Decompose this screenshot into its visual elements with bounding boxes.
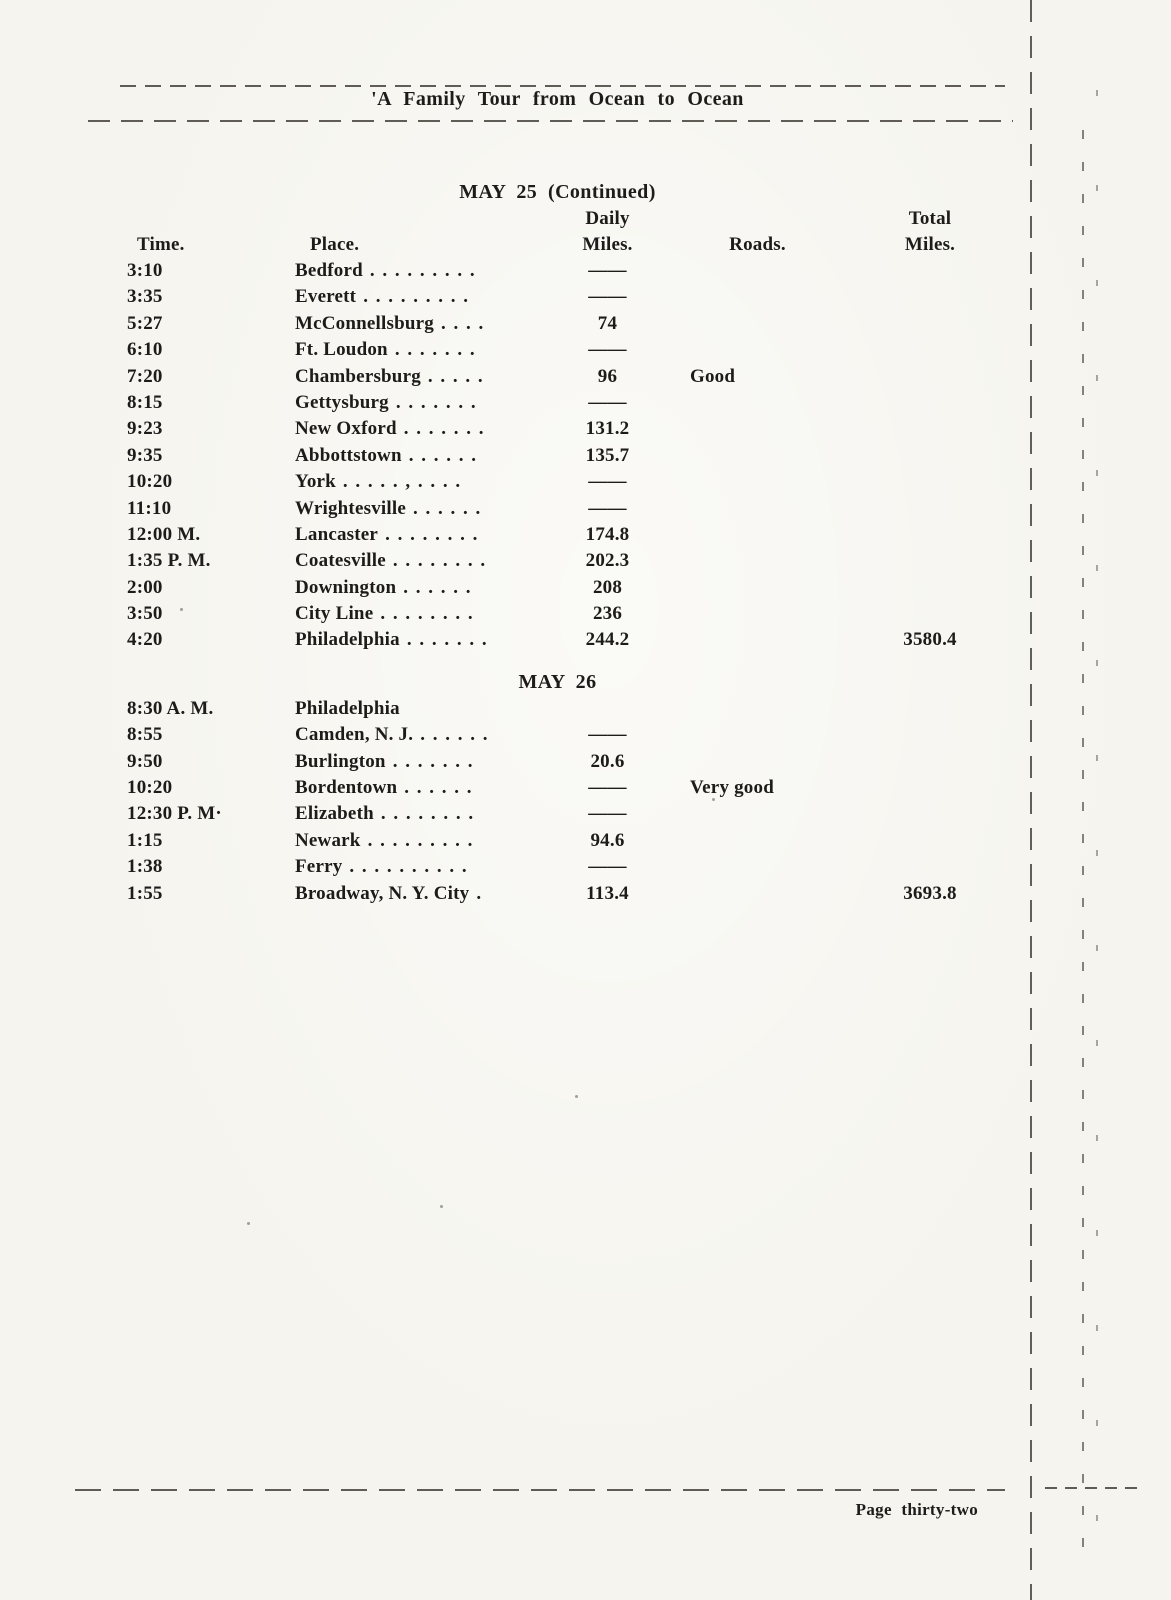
page-number: Page thirty-two bbox=[855, 1500, 978, 1519]
table-row bbox=[115, 548, 1000, 574]
total-miles-cell bbox=[860, 722, 1000, 748]
time-cell: 2:00 bbox=[127, 576, 163, 598]
table-row bbox=[115, 775, 1000, 801]
daily-miles-cell: —— bbox=[588, 391, 627, 413]
total-miles-cell: 3580.4 bbox=[903, 629, 957, 651]
daily-miles-cell: 236 bbox=[592, 603, 623, 625]
roads-cell bbox=[655, 627, 860, 653]
roads-cell: Very good bbox=[690, 777, 774, 799]
roads-cell bbox=[655, 390, 860, 416]
dot-leader: . . . . . . . . bbox=[385, 523, 479, 545]
table-row bbox=[115, 522, 1000, 548]
bottom-rule-right-fragment bbox=[1045, 1486, 1140, 1489]
roads-cell bbox=[655, 548, 860, 574]
table-row bbox=[115, 258, 1000, 284]
daily-miles-cell: 20.6 bbox=[590, 750, 625, 772]
roads-cell bbox=[655, 496, 860, 522]
roads-cell bbox=[655, 311, 860, 337]
roads-cell bbox=[655, 337, 860, 363]
table-row bbox=[115, 696, 1000, 722]
time-cell: 6:10 bbox=[127, 339, 163, 361]
table-row bbox=[115, 627, 1000, 653]
table-header-row bbox=[115, 232, 1000, 258]
place-name: Newark bbox=[295, 829, 361, 851]
daily-miles-cell: —— bbox=[588, 286, 627, 308]
table-row bbox=[115, 337, 1000, 363]
place-name: Broadway, N. Y. City bbox=[295, 882, 470, 904]
place-cell bbox=[295, 749, 560, 775]
place-name: Elizabeth bbox=[295, 803, 374, 825]
place-cell bbox=[295, 548, 560, 574]
daily-miles-cell: —— bbox=[588, 856, 627, 878]
table-row bbox=[115, 722, 1000, 748]
time-cell: 3:35 bbox=[127, 286, 163, 308]
daily-miles-cell: 174.8 bbox=[585, 523, 630, 545]
table-row bbox=[115, 284, 1000, 310]
place-cell bbox=[295, 443, 560, 469]
time-cell: 12:30 P. M· bbox=[127, 803, 222, 825]
table-row bbox=[115, 854, 1000, 880]
roads-column-header: Roads. bbox=[729, 234, 786, 255]
roads-cell bbox=[655, 284, 860, 310]
total-miles-cell bbox=[860, 337, 1000, 363]
table-row bbox=[115, 364, 1000, 390]
top-rule-upper bbox=[120, 84, 1005, 87]
table-row bbox=[115, 311, 1000, 337]
dot-leader: . . . . . . . bbox=[394, 339, 477, 361]
dot-leader: . . . . . . . . . bbox=[363, 286, 470, 308]
total-miles-cell bbox=[860, 696, 1000, 722]
dot-leader: . . . . . . . . bbox=[380, 603, 475, 625]
daily-miles-cell: —— bbox=[588, 260, 627, 281]
daily-miles-cell: 113.4 bbox=[586, 882, 629, 904]
table-row bbox=[115, 601, 1000, 627]
place-cell bbox=[295, 722, 560, 748]
dot-leader: . . . . bbox=[440, 312, 485, 334]
place-name: Ft. Loudon bbox=[295, 339, 388, 361]
scan-speck bbox=[247, 1222, 250, 1225]
daily-miles-cell: —— bbox=[588, 777, 627, 799]
total-miles-cell bbox=[860, 496, 1000, 522]
dot-leader: . . . . . . bbox=[404, 777, 474, 799]
scan-speck bbox=[575, 1095, 578, 1098]
roads-cell bbox=[655, 443, 860, 469]
total-miles-cell bbox=[860, 416, 1000, 442]
time-cell: 4:20 bbox=[127, 629, 163, 651]
place-name: Abbottstown bbox=[295, 444, 402, 466]
total-miles-cell bbox=[860, 775, 1000, 801]
place-cell bbox=[295, 801, 560, 827]
place-column-header: Place. bbox=[310, 234, 360, 255]
page-edge-marks bbox=[1096, 90, 1098, 1570]
roads-cell bbox=[655, 881, 860, 907]
table-row bbox=[115, 390, 1000, 416]
dot-leader: . . . . . . bbox=[408, 444, 478, 466]
total-miles-cell bbox=[860, 390, 1000, 416]
roads-cell bbox=[655, 575, 860, 601]
place-name: York bbox=[295, 471, 336, 493]
time-cell: 7:20 bbox=[127, 365, 163, 387]
time-cell: 8:55 bbox=[127, 724, 163, 746]
table-row bbox=[115, 749, 1000, 775]
dot-leader: . . . . . , . . . . bbox=[342, 471, 462, 493]
daily-miles-cell bbox=[560, 696, 655, 722]
place-cell bbox=[295, 775, 560, 801]
roads-cell bbox=[655, 749, 860, 775]
dot-leader: . . . . . bbox=[427, 365, 485, 387]
scan-speck bbox=[440, 1205, 443, 1208]
time-column-header: Time. bbox=[137, 234, 185, 255]
roads-cell: Good bbox=[690, 365, 736, 387]
place-name: Lancaster bbox=[295, 523, 379, 545]
dot-leader: . . . . . . . bbox=[406, 629, 489, 651]
page-edge-line bbox=[1082, 130, 1084, 1570]
place-name: Burlington bbox=[295, 750, 386, 772]
place-cell bbox=[295, 522, 560, 548]
dot-leader: . bbox=[476, 882, 483, 904]
daily-miles-cell: 202.3 bbox=[585, 550, 630, 572]
place-cell bbox=[295, 601, 560, 627]
daily-miles-cell: —— bbox=[588, 339, 627, 361]
roads-cell bbox=[655, 469, 860, 495]
daily-miles-cell: 131.2 bbox=[585, 418, 630, 440]
time-cell: 11:10 bbox=[127, 497, 172, 519]
roads-cell bbox=[655, 801, 860, 827]
time-cell: 3:10 bbox=[127, 260, 163, 281]
time-cell: 8:15 bbox=[127, 391, 163, 413]
place-cell bbox=[295, 390, 560, 416]
top-rule-lower bbox=[88, 119, 1013, 122]
place-name: McConnellsburg bbox=[295, 312, 434, 334]
total-miles-header-line1: Total bbox=[908, 208, 952, 229]
section-may-26 bbox=[115, 670, 1000, 907]
total-miles-cell: 3693.8 bbox=[903, 882, 957, 904]
total-miles-cell bbox=[860, 469, 1000, 495]
may-26-rows bbox=[115, 696, 1000, 907]
table-row bbox=[115, 443, 1000, 469]
daily-miles-cell: —— bbox=[588, 497, 627, 519]
place-name: Everett bbox=[295, 286, 357, 308]
total-miles-cell bbox=[860, 854, 1000, 880]
place-name: Philadelphia bbox=[295, 629, 400, 651]
place-name: Bordentown bbox=[295, 777, 398, 799]
place-name: Bedford bbox=[295, 260, 363, 281]
total-miles-cell bbox=[860, 522, 1000, 548]
table-header-top-row bbox=[115, 206, 1000, 232]
place-name: Coatesville bbox=[295, 550, 386, 572]
time-cell: 12:00 M. bbox=[127, 523, 201, 545]
place-cell bbox=[295, 469, 560, 495]
total-miles-cell bbox=[860, 311, 1000, 337]
total-miles-cell bbox=[860, 284, 1000, 310]
place-name: Philadelphia bbox=[295, 697, 400, 719]
section-title: MAY 25 (Continued) bbox=[459, 181, 656, 203]
may-25-rows bbox=[115, 258, 1000, 654]
roads-cell bbox=[655, 854, 860, 880]
dot-leader: . . . . . . bbox=[403, 576, 472, 598]
table-row bbox=[115, 416, 1000, 442]
total-miles-header-line2: Miles. bbox=[904, 234, 956, 255]
total-miles-cell bbox=[860, 258, 1000, 284]
daily-miles-cell: 94.6 bbox=[590, 829, 625, 851]
dot-leader: . . . . . . bbox=[412, 497, 482, 519]
total-miles-cell bbox=[860, 828, 1000, 854]
place-name: Wrightesville bbox=[295, 497, 406, 519]
table-row bbox=[115, 575, 1000, 601]
total-miles-cell bbox=[860, 801, 1000, 827]
place-name: City Line bbox=[295, 603, 374, 625]
dot-leader: . . . . . . . . bbox=[392, 550, 487, 572]
total-miles-cell bbox=[860, 749, 1000, 775]
total-miles-cell bbox=[860, 548, 1000, 574]
daily-miles-cell: 135.7 bbox=[585, 444, 630, 466]
dot-leader: . . . . . . . . . bbox=[369, 260, 477, 281]
time-cell: 1:38 bbox=[127, 856, 163, 878]
binding-crease-line bbox=[1030, 0, 1032, 1600]
place-name: Gettysburg bbox=[295, 391, 389, 413]
time-cell: 9:50 bbox=[127, 750, 163, 772]
time-cell: 1:35 P. M. bbox=[127, 550, 211, 572]
bottom-rule bbox=[75, 1488, 1005, 1491]
place-cell bbox=[295, 575, 560, 601]
daily-miles-cell: —— bbox=[588, 471, 627, 493]
time-cell: 9:23 bbox=[127, 418, 163, 440]
dot-leader: . . . . . . . . . bbox=[367, 829, 474, 851]
total-miles-cell bbox=[860, 601, 1000, 627]
total-miles-cell bbox=[860, 364, 1000, 390]
section-may-25 bbox=[115, 180, 1000, 654]
daily-miles-header-line1: Daily bbox=[585, 208, 630, 229]
time-cell: 1:55 bbox=[127, 882, 163, 904]
total-miles-cell bbox=[860, 575, 1000, 601]
dot-leader: . . . . . . . . bbox=[380, 803, 475, 825]
place-cell bbox=[295, 627, 560, 653]
time-cell: 9:35 bbox=[127, 444, 163, 466]
table-row bbox=[115, 496, 1000, 522]
daily-miles-cell: 244.2 bbox=[585, 629, 630, 651]
place-cell bbox=[295, 258, 560, 284]
daily-miles-cell: 74 bbox=[597, 312, 618, 334]
section-title: MAY 26 bbox=[518, 670, 597, 693]
daily-miles-header-line2: Miles. bbox=[582, 234, 633, 255]
total-miles-cell bbox=[860, 443, 1000, 469]
page-title: 'A Family Tour from Ocean to Ocean bbox=[371, 88, 744, 110]
dot-leader: . . . . . . bbox=[420, 724, 489, 746]
table-row bbox=[115, 881, 1000, 907]
time-cell: 10:20 bbox=[127, 471, 173, 493]
place-cell bbox=[295, 284, 560, 310]
time-cell: 10:20 bbox=[127, 777, 173, 799]
place-cell bbox=[295, 696, 560, 722]
roads-cell bbox=[655, 416, 860, 442]
daily-miles-cell: —— bbox=[588, 724, 627, 746]
dot-leader: . . . . . . . bbox=[403, 418, 485, 440]
place-cell bbox=[295, 496, 560, 522]
place-cell bbox=[295, 337, 560, 363]
time-cell: 8:30 A. M. bbox=[127, 697, 214, 719]
itinerary-table bbox=[115, 180, 1000, 907]
roads-cell bbox=[655, 601, 860, 627]
place-name: Downington bbox=[295, 576, 397, 598]
place-name: New Oxford bbox=[295, 418, 397, 440]
time-cell: 1:15 bbox=[127, 829, 163, 851]
dot-leader: . . . . . . . bbox=[395, 391, 478, 413]
place-cell bbox=[295, 416, 560, 442]
table-row bbox=[115, 469, 1000, 495]
place-cell bbox=[295, 364, 560, 390]
daily-miles-cell: 96 bbox=[597, 365, 618, 387]
dot-leader: . . . . . . . bbox=[392, 750, 474, 772]
place-cell bbox=[295, 854, 560, 880]
place-cell bbox=[295, 881, 560, 907]
time-cell: 3:50 bbox=[127, 603, 163, 625]
roads-cell bbox=[655, 696, 860, 722]
roads-cell bbox=[655, 722, 860, 748]
daily-miles-cell: —— bbox=[588, 803, 627, 825]
daily-miles-cell: 208 bbox=[592, 576, 623, 598]
place-cell bbox=[295, 828, 560, 854]
place-name: Camden, N. J. bbox=[295, 724, 414, 746]
time-cell: 5:27 bbox=[127, 312, 163, 334]
place-name: Chambersburg bbox=[295, 365, 421, 387]
table-row bbox=[115, 801, 1000, 827]
roads-cell bbox=[655, 258, 860, 284]
place-cell bbox=[295, 311, 560, 337]
dot-leader: . . . . . . . . . . bbox=[349, 856, 469, 878]
place-name: Ferry bbox=[295, 856, 343, 878]
dot-leader bbox=[400, 698, 407, 719]
roads-cell bbox=[655, 828, 860, 854]
table-row bbox=[115, 828, 1000, 854]
roads-cell bbox=[655, 522, 860, 548]
